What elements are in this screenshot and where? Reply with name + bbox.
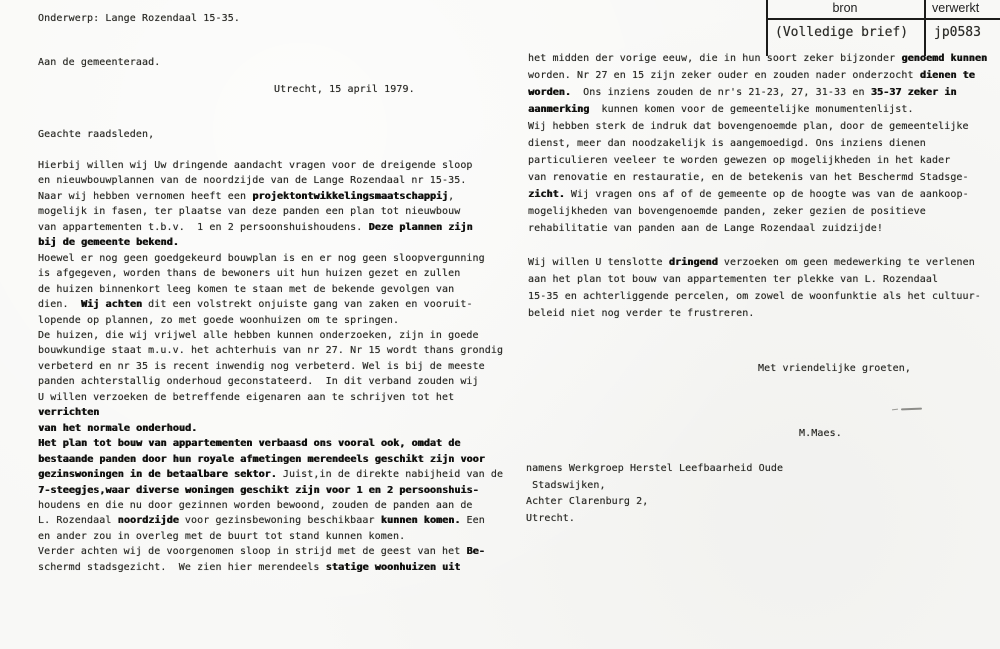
table-column-divider	[924, 0, 926, 56]
pen-mark	[892, 407, 922, 413]
letter-line: beleid niet nog verder te frustreren.	[528, 308, 755, 319]
letter-line: en nieuwbouwplannen van de noordzijde van de Lange Rozendaal nr 15-35.	[38, 175, 467, 187]
table-header-underline	[766, 18, 1000, 20]
letter-line: bestaande panden door hun royale afmetingen merendeels geschikt zijn voor	[38, 453, 485, 465]
letter-dateline: Utrecht, 15 april 1979.	[274, 84, 415, 95]
letter-line: verbeterd en nr 35 is recent inwendig nog verbeterd. Wel is bij de meeste	[38, 360, 485, 372]
letter-line: panden achterstallig onderhoud geconstateerd. In dit verband zouden wij	[38, 376, 479, 388]
letter-line: Naar wij hebben vernomen heeft een projektontwikkelingsmaatschappij,	[38, 190, 455, 202]
column-header-bron: bron	[832, 1, 858, 15]
source-header-table	[766, 0, 1000, 56]
letter-line: houdens en die nu door gezinnen worden bewoond, zouden de panden aan de	[38, 499, 473, 511]
letter-line: Wij hebben sterk de indruk dat bovengenoemde plan, door de gemeentelijke	[528, 121, 969, 132]
letter-line: mogelijk in fasen, ter plaatse van deze panden een plan tot nieuwbouw	[38, 206, 461, 218]
letter-subject: Onderwerp: Lange Rozendaal 15-35.	[38, 13, 240, 24]
letter-line: Wij willen U tenslotte dringend verzoeken om geen medewerking te verlenen	[528, 257, 975, 268]
letter-line: L. Rozendaal noordzijde voor gezinsbewoning beschikbaar kunnen komen. Een	[38, 515, 485, 527]
letter-line: Hoewel er nog geen goedgekeurd bouwplan is en er nog geen sloopvergunning	[38, 252, 485, 264]
letter-line: van renovatie en restauratie, en de betekenis van het Beschermd Stadsge-	[528, 172, 969, 183]
letter-line: worden. Nr 27 en 15 zijn zeker ouder en zouden nader onderzocht dienen te	[528, 70, 975, 81]
cell-verwerkt-value: jp0583	[934, 25, 981, 40]
letter-line: zicht. Wij vragen ons af of de gemeente op de hoogte was van de aankoop-	[528, 189, 969, 200]
letter-line: bouwkundige staat m.u.v. het achterhuis van nr 27. Nr 15 wordt thans grondig	[38, 345, 504, 357]
letter-line: namens Werkgroep Herstel Leefbaarheid Oude	[526, 463, 784, 474]
letter-line: de huizen binnenkort leeg komen te staan met de bekende gevolgen van	[38, 283, 455, 295]
cell-bron-value: (Volledige brief)	[775, 25, 909, 40]
letter-closing: Met vriendelijke groeten,	[758, 363, 912, 374]
letter-line: U willen verzoeken de betreffende eigenaren aan te schrijven tot het verrichten	[38, 391, 461, 419]
letter-line	[528, 237, 994, 254]
letter-line: rehabilitatie van panden aan de Lange Rozendaal zuidzijde!	[528, 223, 883, 234]
sender-address-block	[526, 461, 783, 527]
letter-line: van appartementen t.b.v. 1 en 2 persoonshuishoudens. Deze plannen zijn	[38, 221, 473, 233]
letter-line: schermd stadsgezicht. We zien hier merendeels statige woonhuizen uit	[38, 561, 461, 573]
letter-line: aanmerking kunnen komen voor de gemeentelijke monumentenlijst.	[528, 104, 914, 115]
letter-line: Stadswijken,	[526, 479, 606, 491]
letter-line: 7-steegjes,waar diverse woningen geschikt zijn voor 1 en 2 persoonshuis-	[38, 484, 479, 496]
letter-addressee: Aan de gemeenteraad.	[38, 57, 161, 68]
letter-body-right-column	[528, 50, 994, 322]
letter-line: dien. Wij achten dit een volstrekt onjuiste gang van zaken en vooruit-	[38, 299, 473, 311]
letter-line: Verder achten wij de voorgenomen sloop in strijd met de geest van het Be-	[38, 546, 485, 558]
letter-line: Utrecht.	[526, 512, 575, 524]
letter-line: dienst, meer dan noodzakelijk is aangemoedigd. Ons inziens dienen	[528, 138, 926, 149]
letter-line: 15-35 en achterliggende percelen, om zowel de woonfunktie als het cultuur-	[528, 291, 981, 302]
letter-line: gezinswoningen in de betaalbare sektor. Juist,in de direkte nabijheid van de	[38, 469, 504, 481]
letter-line: aan het plan tot bouw van appartementen ter plekke van L. Rozendaal	[528, 274, 939, 285]
letter-line: mogelijkheden van bovengenoemde panden, zeker gezien de positieve	[528, 206, 926, 217]
letter-line: het midden der vorige eeuw, die in hun soort zeker bijzonder genoemd kunnen	[528, 53, 988, 64]
letter-body-left-column	[38, 158, 512, 575]
letter-line: particulieren veeleer te worden gewezen op mogelijkheden in het kader	[528, 155, 951, 166]
letter-line: worden. Ons inziens zouden de nr's 21-23, 27, 31-33 en 35-37 zeker in	[528, 87, 957, 98]
letter-line: Hierbij willen wij Uw dringende aandacht vragen voor de dreigende sloop	[38, 160, 473, 171]
letter-line: Achter Clarenburg 2,	[526, 496, 649, 507]
letter-line: lopende op plannen, zo met goede woonhuizen om te springen.	[38, 314, 400, 326]
letter-line: Het plan tot bouw van appartementen verbaasd ons vooral ook, omdat de	[38, 438, 461, 450]
column-header-verwerkt: verwerkt	[932, 1, 980, 15]
letter-signature: M.Maes.	[799, 428, 842, 439]
letter-line: is afgegeven, worden thans de bewoners uit hun huizen gezet en zullen	[38, 268, 461, 280]
letter-line: De huizen, die wij vrijwel alle hebben kunnen onderzoeken, zijn in goede	[38, 329, 479, 341]
letter-line: bij de gemeente bekend.	[38, 237, 179, 249]
letter-line: en ander zou in overleg met de buurt tot stand kunnen komen.	[38, 530, 406, 542]
letter-salutation: Geachte raadsleden,	[38, 129, 155, 140]
letter-line: van het normale onderhoud.	[38, 422, 198, 434]
